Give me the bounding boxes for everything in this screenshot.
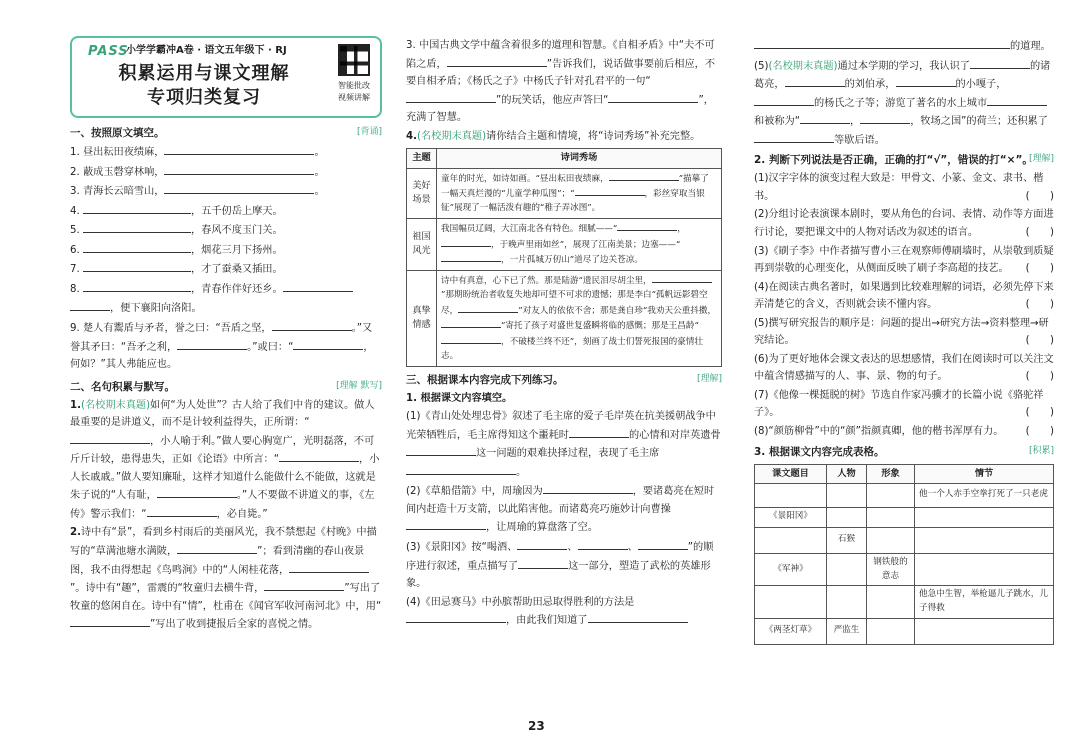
table-cell: 钢铁般的意志 — [867, 553, 915, 586]
section3-tag: [理解] — [696, 373, 722, 384]
q2-text: ”；看到清幽的春山夜景图，我不由得想起《鸟鸣涧》中的“人闲桂花落， — [70, 546, 365, 576]
answer-blank[interactable] — [164, 163, 314, 175]
answer-blank[interactable] — [83, 280, 191, 292]
fill-item-2: 2. 蔽成玉磬穿林响， 。 — [70, 163, 382, 182]
fill-item-8 — [70, 280, 382, 299]
table-question-text: 3. 根据课文内容完成表格。 — [754, 445, 885, 458]
qr-code-icon[interactable] — [338, 44, 370, 76]
item-text: 4. — [70, 205, 83, 217]
s3-text: ，让周瑜的算盘落了空。 — [486, 522, 599, 534]
table-row — [407, 168, 722, 218]
theme-cell: 真挚情感 — [407, 271, 437, 367]
answer-blank[interactable] — [609, 171, 679, 181]
fill-item-4 — [70, 202, 382, 221]
cell-text: ，于晚声里雨如丝”，展现了江南美景；边塞——“ — [491, 239, 681, 250]
answer-blank[interactable] — [70, 615, 150, 627]
c3-text: 的诸葛亮， — [754, 60, 1051, 91]
q3-text: ”的玩笑话，他应声答曰“ — [496, 94, 609, 106]
cell-text: ，彩丝穿取当银钲”展现了一幅活泼有趣的“稚子弄冰图”。 — [441, 189, 705, 214]
q3-text: ”，充满了智慧。 — [406, 94, 714, 124]
answer-blank[interactable] — [458, 303, 518, 313]
item-text: 3. 青海长云暗雪山， — [70, 186, 165, 198]
table-cell[interactable] — [867, 483, 915, 507]
item-text: ，何如？”其人弗能应也。 — [70, 341, 374, 371]
page-title-line1: 积累运用与课文理解 — [118, 63, 290, 84]
theme-cell: 祖国风光 — [407, 218, 437, 270]
answer-blank[interactable] — [177, 542, 257, 554]
judge-item — [754, 315, 1054, 350]
answer-blank[interactable] — [441, 237, 491, 247]
q2-text: ”写出了牧童的悠闲自在。诗中有“情”，杜甫在《闻官军收河南河北》中，用“ — [70, 583, 382, 612]
q1-text: 如何“为人处世”？古人给了我们中肯的建议。做人最重要的是讲道义，而不是计较利益得失，正所谓：“ — [70, 399, 375, 429]
answer-blank[interactable] — [860, 112, 910, 124]
section2-q2 — [70, 524, 382, 633]
answer-blank[interactable] — [754, 131, 834, 143]
column-middle — [406, 36, 722, 631]
q1-tag: (名校期末真题) — [80, 399, 151, 411]
item-text: 。”或曰：“ — [247, 341, 294, 353]
section2-q1 — [70, 397, 382, 524]
c3-text: 的刘伯承， — [844, 79, 896, 91]
cell-text: ，不破楼兰终不还”，刻画了战士们誓死报国的豪情壮志。 — [441, 337, 704, 361]
item-tail: ，青春作伴好还乡。 — [190, 283, 283, 295]
cell-text: ”描摹了一幅天真烂漫的“儿童学种瓜图”； — [441, 173, 709, 200]
q4-tag: (名校期末真题) — [416, 130, 487, 142]
item-text: 5. — [70, 225, 83, 237]
judge-text: (8)“颜筋柳骨”中的“颜”指颜真卿，他的楷书浑厚有力。 — [754, 425, 1004, 437]
item-text: 6. — [70, 244, 83, 256]
answer-blank[interactable] — [543, 482, 633, 494]
answer-blank[interactable] — [517, 538, 567, 550]
s3-text: 。 — [516, 466, 527, 478]
answer-blank[interactable] — [754, 94, 814, 106]
q2-text: ”写出了收到捷报后全家的喜悦之情。 — [150, 619, 319, 631]
table-header-cell: 主题 — [407, 149, 437, 168]
s3-text: 这一部分，塑造了武松的英雄形象。 — [406, 560, 711, 590]
answer-blank[interactable] — [283, 280, 353, 292]
fill-item-7 — [70, 260, 382, 279]
table-row — [755, 553, 1054, 586]
judge-answer-box[interactable]: ( ) — [1025, 190, 1054, 202]
qr-note — [334, 80, 374, 103]
table-question-tag: [积累] — [1028, 445, 1054, 456]
table-cell[interactable] — [755, 483, 827, 507]
section3-title — [406, 371, 722, 389]
table-row — [755, 483, 1054, 507]
answer-blank[interactable] — [272, 319, 352, 331]
content-cell — [437, 271, 722, 367]
answer-blank[interactable] — [406, 91, 496, 103]
q3-text: 3. 中国古典文学中蕴含着很多的道理和智慧。《自相矛盾》中“夫不可陷之盾， — [406, 40, 715, 70]
cell-text: ，一片孤城万仞山”道尽了边关苍凉。 — [501, 255, 643, 266]
column-left — [70, 36, 382, 635]
c3-text: ，牧场之国”的荷兰；还积累了 — [910, 116, 1048, 128]
table-row — [407, 218, 722, 270]
table-cell: 他一个人赤手空拳打死了一只老虎 — [915, 483, 1054, 507]
s3-q1-4 — [406, 594, 722, 630]
s3-text: (2)《草船借箭》中，周瑜因为 — [406, 486, 543, 498]
judge-answer-box[interactable]: ( ) — [1025, 226, 1054, 238]
table-question-title — [754, 443, 1054, 461]
s3-text: ，由此我们知道了 — [506, 615, 588, 627]
page-number: 23 — [528, 719, 545, 733]
content-cell — [437, 168, 722, 218]
answer-blank[interactable] — [70, 432, 150, 444]
section1-title — [70, 124, 382, 142]
judge-item — [754, 387, 1054, 422]
table-row — [755, 586, 1054, 619]
table-cell: 石猴 — [827, 527, 867, 553]
item-tail: ，五千仞岳上摩天。 — [190, 205, 283, 217]
answer-blank[interactable] — [406, 518, 486, 530]
section3-title-text: 三、根据课本内容完成下列练习。 — [406, 373, 564, 386]
judge-text: (5)撰写研究报告的顺序是：问题的提出→研究方法→资料整理→研究结论。 — [754, 317, 1049, 347]
answer-blank[interactable] — [578, 538, 628, 550]
table-cell[interactable] — [755, 527, 827, 553]
judge-answer-box[interactable]: ( ) — [1025, 263, 1054, 275]
judge-item — [754, 351, 1054, 386]
lesson-table — [754, 464, 1054, 645]
q1-text: ，小人喻于利。”做人要心胸宽广，光明磊落，不可斤斤计较，患得患失，正如《论语》中所言：“ — [70, 435, 375, 466]
answer-blank[interactable] — [569, 426, 629, 438]
cell-text: ， — [677, 223, 686, 234]
judge-text: (7)《他像一棵挺脱的树》节选自作家冯骥才的长篇小说《骆驼祥子》。 — [754, 389, 1044, 419]
answer-blank[interactable] — [406, 611, 506, 623]
judge-item — [754, 279, 1054, 314]
judge-text: (6)为了更好地体会课文表达的思想感情，我们在阅读时可以关注文中蕴含情感描写的人、事、景、物的句子。 — [754, 353, 1054, 383]
table-cell[interactable] — [755, 586, 827, 619]
q1-text: 。”人不要做不讲道义的事，《左传》警示我们：“ — [70, 490, 375, 520]
qr-note-line2: 视频讲解 — [338, 92, 370, 102]
answer-blank[interactable] — [83, 221, 191, 233]
fill-item-8b — [70, 299, 382, 318]
answer-blank[interactable] — [617, 221, 677, 231]
s3-text: (4)《田忌赛马》中孙膑帮助田忌取得胜利的方法是 — [406, 596, 635, 608]
c3-q5-tag: (名校期末真题) — [768, 60, 838, 72]
answer-blank[interactable] — [441, 318, 501, 328]
item-text: 2. 蔽成玉磬穿林响， — [70, 166, 165, 178]
judge-text: (1)汉字字体的演变过程大致是：甲骨文、小篆、金文、隶书、楷书。 — [754, 173, 1044, 202]
s3-text: ，要诸葛亮在短时间内赶造十万支箭，以此陷害他。而诸葛亮巧施妙计向曹操 — [406, 486, 715, 515]
answer-blank[interactable] — [406, 444, 476, 456]
answer-blank[interactable] — [83, 202, 191, 214]
judge-text: (3)《刷子李》中作者描写曹小三在观察师傅刷墙时，从崇敬到质疑再到崇敬的心理变化，从侧面反映了刷子李高超的技艺。 — [754, 245, 1054, 275]
cell-text: “ — [570, 189, 575, 200]
cell-text: 童年的时光，如诗如画。“昼出耘田夜绩麻， — [441, 173, 609, 184]
answer-blank[interactable] — [83, 260, 191, 272]
table-header-cell: 课文题目 — [755, 464, 827, 483]
table-cell[interactable] — [827, 507, 867, 527]
judge-text: (4)在阅读古典名著时，如果遇到比较难理解的词语，必须先停下来弄清楚它的含义，否则就会读不懂内容。 — [754, 281, 1054, 311]
judge-title — [754, 151, 1054, 169]
answer-blank[interactable] — [279, 450, 359, 462]
judge-answer-box[interactable]: ( ) — [1025, 407, 1054, 419]
section1-items — [70, 143, 382, 374]
section2-tag: [理解 默写] — [336, 380, 382, 391]
s3-text: 这一问题的艰难抉择过程，表现了毛主席 — [476, 448, 660, 460]
table-row — [755, 507, 1054, 527]
q2-text: ”。诗中有“趣”，雷震的“牧童归去横牛背， — [70, 583, 265, 595]
answer-blank[interactable] — [447, 55, 547, 67]
fill-item-3: 3. 青海长云暗雪山， 。 — [70, 182, 382, 201]
c3-text: 等歇后语。 — [834, 134, 885, 146]
judge-text: (2)分组讨论表演课本剧时，要从角色的台词、表情、动作等方面进行讨论，要把课文中的人物对话改为叙述的语言。 — [754, 209, 1054, 238]
cell-text: ”那期盼统治者收复失地却可望不可求的遗憾；那是李白“孤帆远影碧空尽， — [441, 289, 708, 316]
table-cell: 他急中生智，举枪逼儿子跳水，儿子得救 — [915, 586, 1054, 619]
answer-blank[interactable] — [289, 561, 369, 573]
q1-text: ，小人长戚戚。”做人要知廉耻，这样才知道什么能做什么不能做，这就是朱子说的“人有耻， — [70, 454, 380, 502]
item-text: 8. — [70, 283, 83, 295]
answer-blank[interactable] — [652, 273, 712, 283]
table-cell[interactable] — [827, 483, 867, 507]
answer-blank[interactable] — [157, 486, 237, 498]
answer-blank[interactable] — [147, 505, 217, 517]
answer-blank[interactable] — [83, 241, 191, 253]
cell-text: 我国幅员辽阔，大江南北各有特色。细腻——“ — [441, 223, 618, 234]
answer-blank[interactable] — [264, 579, 344, 591]
lesson-table-header — [755, 464, 1054, 483]
q2-text: 诗中有“景”，看到乡村雨后的美丽风光，我不禁想起《村晚》中描写的“草满池塘水满陂， — [70, 527, 377, 558]
judge-answer-box[interactable]: ( ) — [1025, 371, 1054, 383]
answer-blank[interactable] — [518, 557, 568, 569]
judge-answer-box[interactable]: ( ) — [1025, 335, 1054, 347]
theme-cell: 美好场景 — [407, 168, 437, 218]
s3-text: ”的顺序进行叙述，重点描写了 — [406, 541, 714, 572]
answer-blank[interactable] — [608, 91, 698, 103]
table-row — [407, 271, 722, 367]
q3-text: ”告诉我们，说话做事要前后相应，不要自相矛盾；《杨氏之子》中杨氏子针对孔君平的一句“ — [406, 58, 716, 88]
table-cell[interactable] — [915, 507, 1054, 527]
c3-text: 通过本学期的学习，我认识了 — [837, 60, 970, 72]
judge-tag: [理解] — [1028, 154, 1054, 165]
judge-title-text: 2. 判断下列说法是否正确，正确的打“√”，错误的打“×”。 — [754, 154, 1033, 167]
content-cell — [437, 218, 722, 270]
item-text: 1. 昼出耘田夜绩麻， — [70, 147, 165, 159]
table-cell: 《两茎灯草》 — [755, 618, 827, 644]
s3-q1-3: (3)《景阳冈》按“喝酒、 、 、 ”的顺序进行叙述，重点描写了 这一部分，塑造了武松的英雄形象。 — [406, 538, 722, 593]
poetry-table-header — [407, 149, 722, 168]
fill-item-1: 1. 昼出耘田夜绩麻， 。 — [70, 143, 382, 162]
q4-text: 请你结合主题和情境，将“诗词秀场”补充完整。 — [486, 130, 701, 142]
answer-blank[interactable] — [785, 75, 845, 87]
table-header-cell: 形象 — [867, 464, 915, 483]
answer-blank[interactable] — [164, 182, 314, 194]
page-title-line2: 专项归类复习 — [147, 87, 261, 108]
s3-q1-1 — [406, 408, 722, 481]
item-text: 9. 楚人有鬻盾与矛者，誉之曰：“吾盾之坚， — [70, 322, 272, 334]
judge-item — [754, 243, 1054, 278]
judge-item — [754, 170, 1054, 205]
item-text: 7. — [70, 264, 83, 276]
answer-blank[interactable] — [896, 75, 956, 87]
table-cell[interactable] — [867, 507, 915, 527]
table-cell: 《景阳冈》 — [755, 507, 827, 527]
q4-block — [406, 128, 722, 146]
answer-blank[interactable] — [177, 338, 247, 350]
answer-blank[interactable] — [441, 334, 501, 344]
answer-blank[interactable] — [754, 37, 1010, 49]
fill-item-9 — [70, 319, 382, 374]
cell-text: ”对友人的依依不舍；那是龚自珍“我劝天公重抖擞， — [518, 305, 717, 316]
judge-answer-box[interactable]: ( ) — [1025, 299, 1054, 311]
judge-item — [754, 423, 1054, 441]
table-cell[interactable] — [827, 586, 867, 619]
judge-list — [754, 170, 1054, 440]
s3-text: 的心情和对岸英遗骨 — [629, 429, 721, 441]
c3-continue — [754, 37, 1054, 56]
c3-text: 和被称为“ — [754, 116, 801, 128]
table-row — [755, 618, 1054, 644]
fill-item-6 — [70, 241, 382, 260]
q4-label: 4. — [406, 130, 417, 142]
judge-item — [754, 206, 1054, 241]
c3-text: 的小嘎子， — [955, 79, 1007, 91]
answer-blank[interactable] — [164, 143, 314, 155]
c3-q5: (5)(名校期末真题)通过本学期的学习，我认识了 的诸葛亮， 的刘伯承， 的小嘎子，的杨氏之子等；游览了著名的水上城市和被称为“ ， ，牧场之国”的荷兰；还积累了等歇后语。 — [754, 57, 1054, 150]
column-right — [754, 36, 1054, 645]
answer-blank[interactable] — [575, 186, 645, 196]
fill-item-5 — [70, 221, 382, 240]
section2-title-text: 二、名句积累与默写。 — [70, 380, 175, 393]
table-cell: 《军神》 — [755, 553, 827, 586]
cell-text: ”寄托了孩子对盛世复盛瞬将临的感慨；那是王昌龄“ — [501, 321, 699, 332]
q3-block — [406, 37, 722, 127]
table-cell[interactable] — [867, 527, 915, 553]
q1-label: 1. — [70, 399, 81, 411]
q2-label: 2. — [70, 527, 81, 539]
section1-title-text: 一、按照原文填空。 — [70, 127, 165, 139]
c3-text: (5) — [754, 60, 769, 72]
q1-text: ，必自毙。” — [216, 508, 268, 520]
table-cell[interactable] — [915, 618, 1054, 644]
section2-title — [70, 378, 382, 396]
c3-text: 的道理。 — [1010, 41, 1051, 52]
item-text: ，便下襄阳向洛阳。 — [110, 303, 202, 315]
judge-answer-box[interactable]: ( ) — [1025, 425, 1054, 437]
poetry-table — [406, 148, 722, 366]
answer-blank[interactable] — [800, 112, 850, 124]
answer-blank[interactable] — [406, 463, 516, 475]
item-tail: ，春风不度玉门关。 — [190, 225, 283, 237]
answer-blank[interactable] — [293, 338, 363, 350]
table-row — [755, 527, 1054, 553]
s3-text: (3)《景阳冈》按“喝酒、 — [406, 541, 518, 553]
series-name: 小学学霸冲A卷 · 语文五年级下 · RJ — [126, 45, 287, 56]
title-box — [70, 36, 382, 118]
table-cell[interactable] — [827, 553, 867, 586]
table-cell: 严监生 — [827, 618, 867, 644]
item-tail: ，才了蚕桑又插田。 — [190, 264, 283, 276]
brand-logo: PASS — [88, 44, 129, 59]
table-cell[interactable] — [915, 553, 1054, 586]
c3-text: 的杨氏之子等；游览了著名的水上城市 — [814, 97, 988, 109]
item-tail: ，烟花三月下扬州。 — [190, 244, 283, 256]
answer-blank[interactable] — [70, 299, 110, 311]
table-header-cell: 诗词秀场 — [437, 149, 722, 168]
table-header-cell: 情节 — [915, 464, 1054, 483]
table-cell[interactable] — [915, 527, 1054, 553]
table-cell[interactable] — [867, 586, 915, 619]
table-header-cell: 人物 — [827, 464, 867, 483]
s3-q1-title: 1. 根据课文内容填空。 — [406, 392, 513, 404]
cell-text: 诗中有真意，心下已了然。那是陆游“遗民泪尽胡尘里， — [441, 276, 652, 287]
answer-blank[interactable] — [638, 538, 688, 550]
answer-blank[interactable] — [987, 94, 1047, 106]
s3-q1-2 — [406, 482, 722, 537]
answer-blank[interactable] — [588, 611, 688, 623]
qr-note-line1: 智能批改 — [338, 81, 370, 90]
s3-text: (1)《青山处处埋忠骨》叙述了毛主席的爱子毛岸英在抗美援朝战争中光荣牺牲后，毛主席得知这个噩耗时 — [406, 411, 716, 441]
item-text: 。”又誉其矛曰：“吾矛之利， — [70, 322, 373, 353]
section1-tag: [背诵] — [356, 127, 382, 137]
answer-blank[interactable] — [970, 57, 1030, 69]
table-cell[interactable] — [867, 618, 915, 644]
answer-blank[interactable] — [441, 252, 501, 262]
